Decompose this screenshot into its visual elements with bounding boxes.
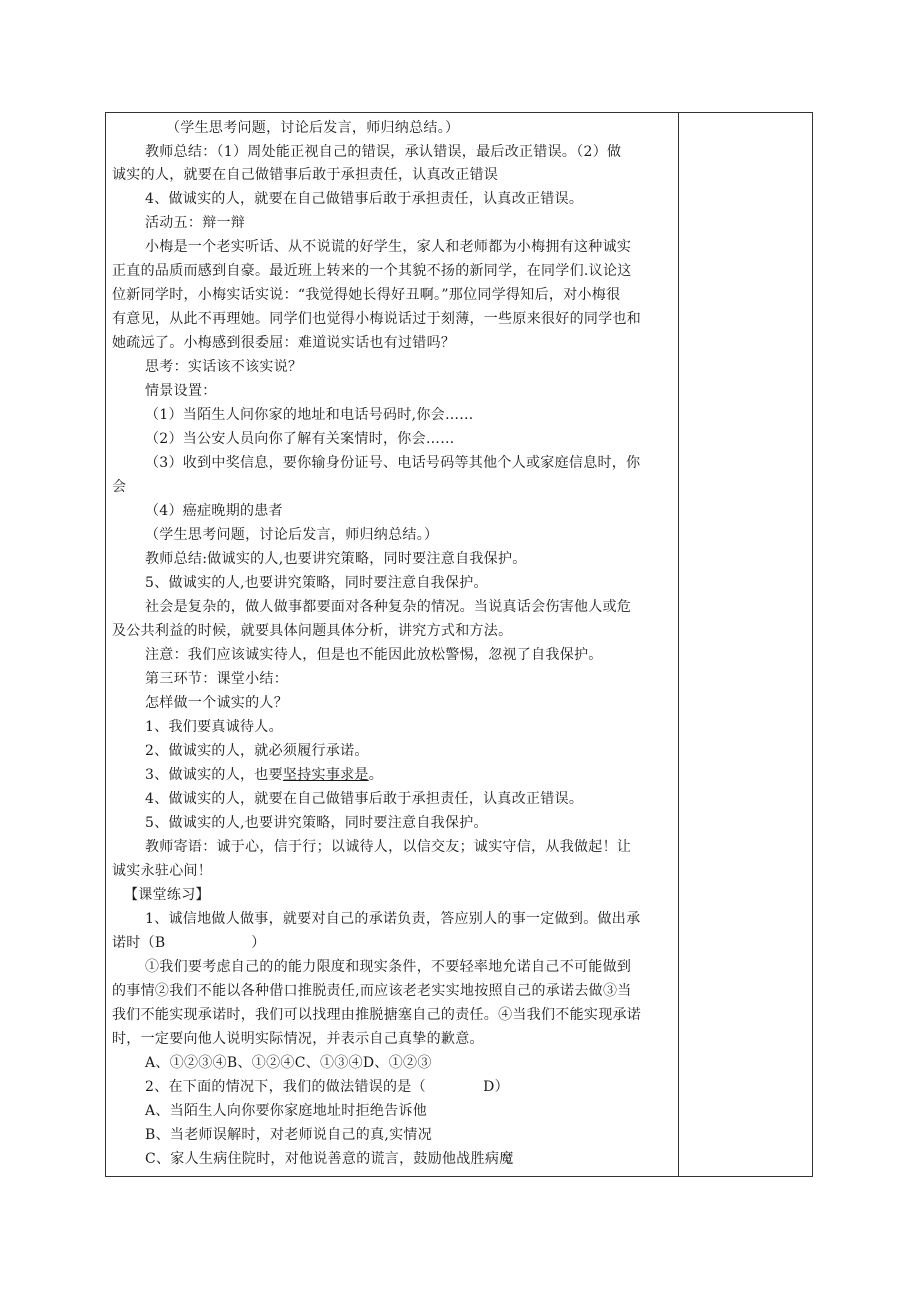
text-line: 我们不能实现承诺时，我们可以找理由推脱搪塞自己的责任。④当我们不能实现承诺: [112, 1007, 642, 1023]
underlined-phrase: 坚持实事求是: [282, 767, 369, 783]
text-line: 5、做诚实的人,也要讲究策略，同时要注意自我保护。: [145, 575, 488, 591]
text-line: （学生思考问题，讨论后发言，师归纳总结。）: [166, 120, 460, 136]
text-line: [145, 764, 383, 786]
text-line: 第三环节：课堂小结：: [145, 671, 288, 687]
text-line: 她疏远了。小梅感到很委屈：难道说实话也有过错吗？: [112, 335, 456, 351]
text-line: 有意见，从此不再理她。同学们也觉得小梅说话过于刻薄，一些原来很好的同学也和: [112, 311, 642, 327]
text-line: 2、在下面的情况下，我们的做法错误的是（ D）: [145, 1079, 509, 1095]
text-line: （4）癌症晚期的患者: [145, 503, 283, 519]
text-line: 活动五：辩一辩: [145, 215, 246, 231]
text-line: 会: [112, 479, 127, 495]
lesson-table: [105, 112, 813, 1177]
text-line: 教师总结:做诚实的人,也要讲究策略，同时要注意自我保护。: [145, 551, 527, 567]
text-line: 思考：实话该不该实说？: [145, 359, 303, 375]
text-line: （2）当公安人员向你了解有关案情时，你会……: [145, 431, 455, 447]
text-line: 小梅是一个老实听话、从不说谎的好学生，家人和老师都为小梅拥有这种诚实: [145, 239, 632, 255]
text-line: （1）当陌生人问你家的地址和电话号码时,你会……: [145, 407, 474, 423]
text-line: ①我们要考虑自己的的能力限度和现实条件，不要轻率地允诺自己不可能做到: [145, 959, 632, 975]
text-line: 的事情②我们不能以各种借口推脱责任,而应该老老实实地按照自己的承诺去做③当: [112, 983, 632, 999]
text-line: 1、我们要真诚待人。: [145, 719, 283, 735]
column-divider: [678, 113, 679, 1176]
text-line: （学生思考问题，讨论后发言，师归纳总结。）: [145, 527, 439, 543]
text-line: 怎样做一个诚实的人？: [145, 695, 288, 711]
text-line: 教师寄语：诚于心，信于行；以诚待人，以信交友；诚实守信，从我做起！让: [145, 839, 632, 855]
text-line: 5、做诚实的人,也要讲究策略，同时要注意自我保护。: [145, 815, 488, 831]
text-line: 情景设置：: [145, 383, 217, 399]
text-line: 1、诚信地做人做事，就要对自己的承诺负责，答应别人的事一定做到。做出承: [145, 911, 641, 927]
text-line: A、当陌生人向你要你家庭地址时拒绝告诉他: [145, 1103, 428, 1119]
text-line: 2、做诚实的人，就必须履行承诺。: [145, 743, 369, 759]
text-line: 正直的品质而感到自豪。最近班上转来的一个其貌不扬的新同学，在同学们.议论这: [112, 263, 632, 279]
text-line: B、当老师误解时，对老师说自己的真,实情况: [145, 1127, 433, 1143]
text-line: C、家人生病住院时，对他说善意的谎言，鼓励他战胜病魔: [145, 1151, 514, 1167]
text-line: 诺时（B ）: [112, 935, 266, 951]
text-line: A、①②③④B、①②④C、①③④D、①②③: [145, 1055, 432, 1071]
text-line: 及公共利益的时候，就要具体问题具体分析，讲究方式和方法。: [112, 623, 513, 639]
text-segment: 。: [368, 767, 384, 783]
text-line: 注意：我们应该诚实待人，但是也不能因此放松警惕，忽视了自我保护。: [145, 647, 603, 663]
text-line: （3）收到中奖信息，要你输身份证号、电话号码等其他个人或家庭信息时，你: [145, 455, 641, 471]
text-line: 诚实永驻心间！: [112, 863, 213, 879]
text-line: 教师总结：（1）周处能正视自己的错误，承认错误，最后改正错误。（2）做: [145, 144, 622, 160]
text-line: 位新同学时，小梅实话实说：“我觉得她长得好丑啊。”那位同学得知后，对小梅很: [112, 287, 621, 303]
text-line: 诚实的人，就要在自己做错事后敢于承担责任，认真改正错误: [112, 167, 499, 183]
text-line: 时，一定要向他人说明实际情况，并表示自己真挚的歉意。: [112, 1031, 484, 1047]
text-line: 4、做诚实的人，就要在自己做错事后敢于承担责任，认真改正错误。: [145, 791, 584, 807]
text-line: 社会是复杂的，做人做事都要面对各种复杂的情况。当说真话会伤害他人或危: [145, 599, 632, 615]
text-line: 4、做诚实的人，就要在自己做错事后敢于承担责任，认真改正错误。: [145, 191, 584, 207]
section-heading: 【课堂练习】: [124, 887, 210, 903]
text-segment: 3、做诚实的人，也要: [145, 767, 283, 783]
